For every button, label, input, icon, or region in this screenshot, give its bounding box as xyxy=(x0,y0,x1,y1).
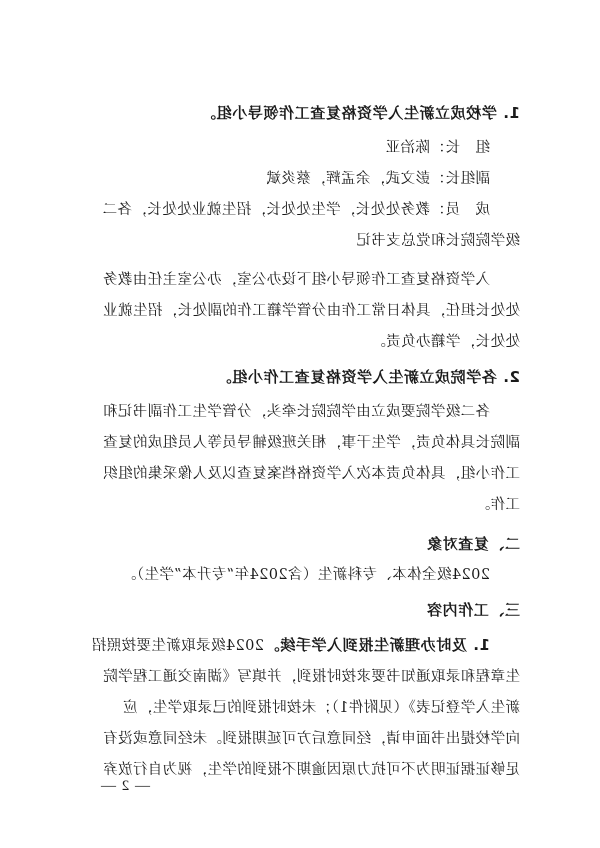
part3-para-line: 向学校提出书面申请，经同意后方可延期报到。未经同意或没有 xyxy=(102,731,520,747)
members-value-line2: 级学院院长和党总支书记 xyxy=(356,233,520,249)
leader-label: 组 长： xyxy=(430,140,490,156)
part3-para-first-line xyxy=(80,630,520,662)
office-para-line: 处处长担任，具体日常工作由分管学籍工作的副处长，招生就业 xyxy=(102,303,520,319)
leader-value: 陈治亚 xyxy=(385,140,430,156)
document-body xyxy=(80,98,520,786)
office-para-line: 入学资格复查工作领导小组下设办公室，办公室主任由教务 xyxy=(102,272,490,288)
members-label: 成 员： xyxy=(430,202,490,218)
section2-para-line: 各二级学院要成立由学院院长牵头，分管学生工作副书记和 xyxy=(102,404,490,420)
section2-para-line: 工作小组，具体负责本次入学资格档案复查以及人像采集的组织 xyxy=(102,466,520,482)
page-number: — 2 — xyxy=(100,778,150,794)
section2-para-line: 副院长具体负责，学生干事，相关班级辅导员等人员组成的复查 xyxy=(102,435,520,451)
part3-heading: 三、工作内容 xyxy=(426,601,520,619)
members-value-line1: 教务处处长，学生处处长，招生就业处处长，各二 xyxy=(102,202,430,218)
section2-para-line: 工作。 xyxy=(475,497,520,513)
section2-heading: 2. 各学院成立新生入学资格复查工作小组。 xyxy=(216,368,520,386)
office-para-line: 处处长，学籍办负责。 xyxy=(371,334,520,350)
part3-para-line: 新生入学登记表》（见附件1）；未按时报到的已录取学生，应 xyxy=(122,700,520,716)
part3-para-line: 生章程和录取通知书要求按时报到，并填写《湖南交通工程学院 xyxy=(102,669,520,685)
part2-heading: 二、复查对象 xyxy=(426,535,520,553)
leader-line xyxy=(80,133,520,164)
part2-text: 2024级全体本、专科新生（含2024年“专升本”学生）。 xyxy=(121,567,490,583)
section1-heading: 1. 学校成立新生入学资格复查工作领导小组。 xyxy=(200,104,520,122)
deputy-label: 副组长： xyxy=(430,171,490,187)
deputy-value: 彭文武，余孟辉，蔡炎斌 xyxy=(266,171,430,187)
part3-lead: 1. 及时办理新生报到入学手续。 xyxy=(264,636,490,654)
part3-para-line: 足够证据证明为不可抗力原因逾期不报到的学生，视为自行放弃 xyxy=(102,762,520,778)
members-line xyxy=(80,195,520,226)
part3-first-rest: 2024级录取新生要按照招 xyxy=(91,638,265,654)
deputy-line xyxy=(80,164,520,195)
